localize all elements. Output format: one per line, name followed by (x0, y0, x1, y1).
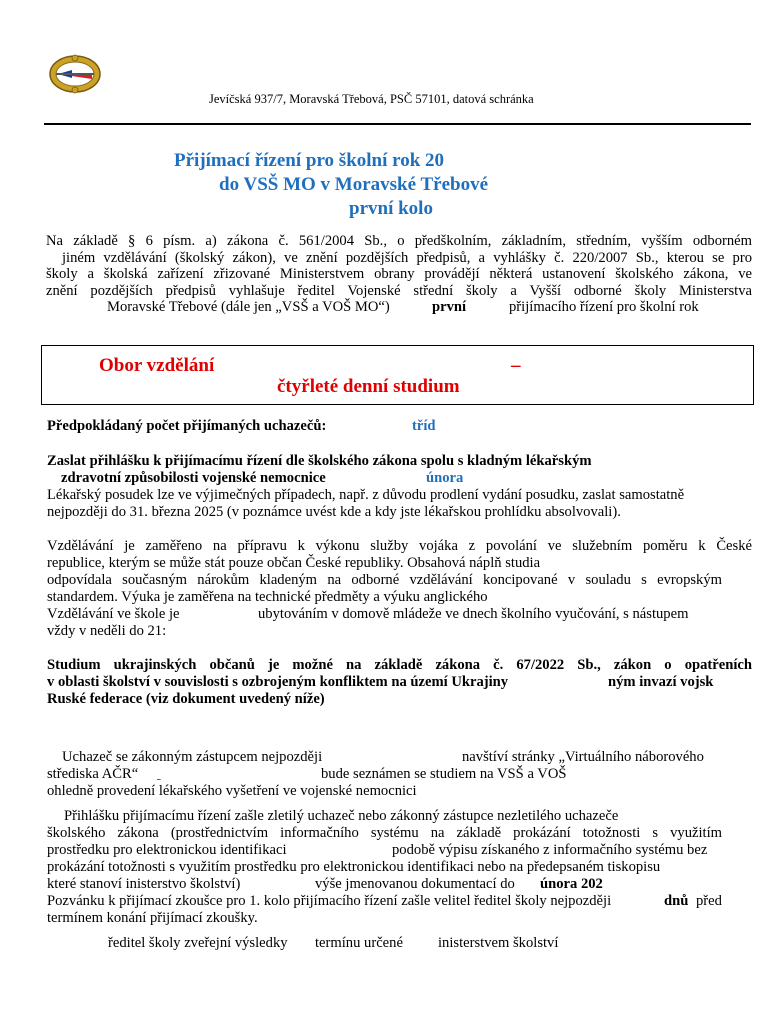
education-line-1: Vzdělávání je zaměřeno na přípravu k výkonu služby vojáka z povolání ve služebním poměru k České (47, 538, 752, 554)
applicant-visit-line-1a: Uchazeč se zákonným zástupcem nejpozději (62, 749, 323, 765)
application-line-2: zdravotní způsobilosti vojenské nemocnice (61, 470, 326, 486)
submission-line-3b: podobě výpisu získaného z informačního systému bez (392, 842, 708, 858)
invitation-line-2: termínem konání přijímací zkoušky. (47, 910, 258, 926)
field-of-study-dash: – (511, 355, 521, 376)
results-line-b: termínu určené (315, 935, 403, 951)
education-line-4: standardem. Výuka je zaměřena na technické předměty a výuku anglického (47, 589, 488, 605)
submission-line-3a: prostředku pro elektronickou identifikaci (47, 842, 287, 858)
intro-line-4: znění pozdějších předpisů vyhlašuje ředitel Vojenské střední školy a Vyšší odborné školy Ministerstva (46, 283, 752, 299)
school-emblem-logo (48, 52, 102, 96)
intro-line-5-bold: první (432, 299, 467, 315)
education-line-6: vždy v neděli do 21: (47, 623, 167, 639)
education-line-5a: Vzdělávání ve škole je (47, 606, 180, 622)
education-line-2: republice, kterým se může stát pouze občan České republiky. Obsahová náplň studia (47, 555, 541, 571)
intro-line-5c: přijímacího řízení pro školní rok (509, 299, 699, 315)
school-address: Jevíčská 937/7, Moravská Třebová, PSČ 57101, datová schránka (209, 92, 534, 106)
recruitment-center-link[interactable] (157, 766, 279, 783)
education-line-5b: ubytováním v domově mládeže ve dnech školního vyučování, s nástupem (258, 606, 689, 622)
intro-line-5a: Moravské Třebové (dále jen „VSŠ a VOŠ MO“) (107, 299, 390, 315)
education-line-3: odpovídala současným nárokům kladeným na odborné vzdělávání koncipované v souladu s evropským (47, 572, 722, 588)
page-title-line1: Přijímací řízení pro školní rok 20 (174, 150, 445, 171)
medical-note-line-2: nejpozději do 31. března 2025 (v poznámce uvést kde a kdy jste lékařskou prohlídku absolvovali). (47, 504, 621, 520)
intro-line-1: Na základě § 6 písm. a) zákona č. 561/2004 Sb., o předškolním, základním, středním, vyšším odborném (46, 233, 752, 249)
submission-line-2: školského zákona (prostřednictvím informačního systému na základě prokázání totožnosti s využitím (47, 825, 722, 841)
results-line-a: ředitel školy zveřejní výsledky (108, 935, 288, 951)
ukraine-line-3: Ruské federace (viz dokument uvedený níže) (47, 691, 325, 707)
field-of-study-label: Obor vzdělání (99, 355, 215, 376)
applicant-visit-line-2b: bude seznámen se studiem na VSŠ a VOŠ (321, 766, 567, 782)
results-line-c: inisterstvem školství (438, 935, 559, 951)
applicant-visit-line-2a: střediska AČR“ (47, 766, 139, 782)
applicant-count-label: Předpokládaný počet přijímaných uchazečů: (47, 418, 327, 434)
study-form-label: čtyřleté denní studium (277, 376, 460, 397)
medical-note-line-1: Lékařský posudek lze ve výjimečných případech, např. z důvodu prodlení vydání posudku, zaslat samostatně (47, 487, 685, 503)
intro-line-2: jiném vzdělávání (školský zákon), ve znění pozdějších předpisů, a vyhlášky č. 220/2007 Sb., kterou se pro (62, 250, 752, 266)
ukraine-line-2b: ným invazí vojsk (608, 674, 714, 690)
invitation-days: dnů (664, 893, 689, 909)
submission-line-1: Přihlášku přijímacímu řízení zašle zletilý uchazeč nebo zákonný zástupce nezletilého uchazeče (64, 808, 619, 824)
application-deadline-month: února (426, 470, 464, 486)
invitation-line-1c: před (696, 893, 722, 909)
submission-line-4: prokázání totožnosti s využitím prostředku pro elektronickou identifikaci nebo na předepsaném tiskopisu (47, 859, 661, 875)
page-title-line3: první kolo (349, 198, 433, 219)
invitation-line-1a: Pozvánku k přijímací zkoušce pro 1. kolo přijímacího řízení zašle velitel ředitel školy nejpozději (47, 893, 612, 909)
header-divider (44, 123, 751, 125)
applicant-count-unit: tříd (412, 418, 436, 434)
submission-deadline: února 202 (540, 876, 603, 892)
intro-line-3: školy a školská zařízení zřizované Ministerstvem obrany provádějí některá ustanovení školského zákona, ve (46, 266, 752, 282)
ukraine-line-2a: v oblasti školství v souvislosti s ozbrojeným konfliktem na území Ukrajiny (47, 674, 509, 690)
submission-line-5b: výše jmenovanou dokumentací do (315, 876, 515, 892)
application-line-1: Zaslat přihlášku k přijímacímu řízení dle školského zákona spolu s kladným lékařským (47, 453, 592, 469)
page-title-line2: do VSŠ MO v Moravské Třebové (219, 174, 488, 195)
applicant-visit-line-1b: navštíví stránky „Virtuálního náborového (462, 749, 704, 765)
submission-line-5a: které stanoví inisterstvo školství) (47, 876, 241, 892)
ukraine-line-1: Studium ukrajinských občanů je možné na základě zákona č. 67/2022 Sb., zákon o opatřeních (47, 657, 752, 673)
applicant-visit-line-3: ohledně provedení lékařského vyšetření ve vojenské nemocnici (47, 783, 417, 799)
